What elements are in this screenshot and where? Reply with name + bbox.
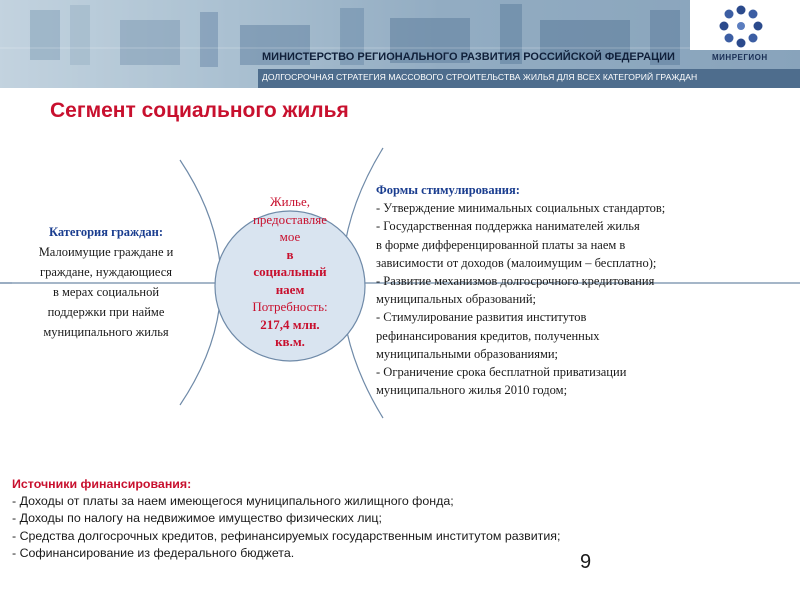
stimulation-line: - Ограничение срока бесплатной приватизации [376, 365, 627, 380]
need-label: Потребность: [252, 299, 328, 314]
citizen-category-line: муниципального жилья [43, 325, 169, 339]
strategy-title: ДОЛГОСРОЧНАЯ СТРАТЕГИЯ МАССОВОГО СТРОИТЕЛЬСТВА ЖИЛЬЯ ДЛЯ ВСЕХ КАТЕГОРИЙ ГРАЖДАН [262, 72, 698, 82]
housing-line: мое [279, 229, 301, 244]
housing-line: наем [275, 281, 305, 297]
citizen-category-line: Малоимущие граждане и [38, 245, 174, 259]
page-title: Сегмент социального жилья [50, 99, 349, 122]
ministry-title: МИНИСТЕРСТВО РЕГИОНАЛЬНОГО РАЗВИТИЯ РОССИЙСКОЙ ФЕДЕРАЦИИ [262, 51, 675, 63]
citizen-category-heading: Категория граждан: [48, 225, 164, 239]
stimulation-line: рефинансирования кредитов, полученных [376, 328, 600, 343]
stimulation-forms-block [376, 181, 776, 399]
stimulation-heading: Формы стимулирования: [376, 183, 520, 197]
stimulation-line: муниципальных образований; [376, 292, 537, 307]
financing-source-item: - Софинансирование из федерального бюджета. [12, 545, 295, 560]
financing-source-item: - Средства долгосрочных кредитов, рефинансируемых государственным институтом развития; [12, 528, 561, 543]
need-unit: кв.м. [275, 334, 305, 349]
logo-text: МИНРЕГИОН [712, 53, 768, 62]
housing-need-block [228, 193, 352, 351]
citizen-category-line: поддержки при найме [47, 305, 165, 319]
stimulation-line: - Утверждение минимальных социальных стандартов; [376, 201, 666, 216]
stimulation-line: - Государственная поддержка нанимателей жилья [376, 219, 640, 234]
stimulation-line: муниципальными образованиями; [376, 346, 559, 361]
financing-sources-heading: Источники финансирования: [12, 477, 192, 491]
financing-source-item: - Доходы от платы за наем имеющегося муниципального жилищного фонда; [12, 494, 454, 509]
stimulation-line: - Стимулирование развития институтов [376, 310, 587, 325]
financing-source-item: - Доходы по налогу на недвижимое имущество физических лиц; [12, 511, 382, 526]
minregion-logo-icon [708, 3, 774, 53]
citizen-category-block [12, 222, 200, 342]
stimulation-line: в форме дифференцированной платы за наем в [376, 237, 626, 252]
financing-sources-block [12, 476, 560, 562]
need-value: 217,4 млн. [260, 316, 320, 332]
housing-line: предоставляе [252, 211, 328, 227]
stimulation-line: муниципального жилья 2010 годом; [376, 383, 568, 398]
stimulation-line: зависимости от доходов (малоимущим – бесплатно); [376, 255, 657, 270]
citizen-category-line: в мерах социальной [52, 285, 160, 299]
housing-line: в [286, 246, 294, 262]
page-number: 9 [580, 551, 592, 573]
stimulation-line: - Развитие механизмов долгосрочного кредитования [376, 274, 655, 289]
housing-line: социальный [253, 264, 327, 279]
housing-line: Жилье, [269, 194, 311, 209]
citizen-category-line: граждане, нуждающиеся [39, 265, 173, 279]
